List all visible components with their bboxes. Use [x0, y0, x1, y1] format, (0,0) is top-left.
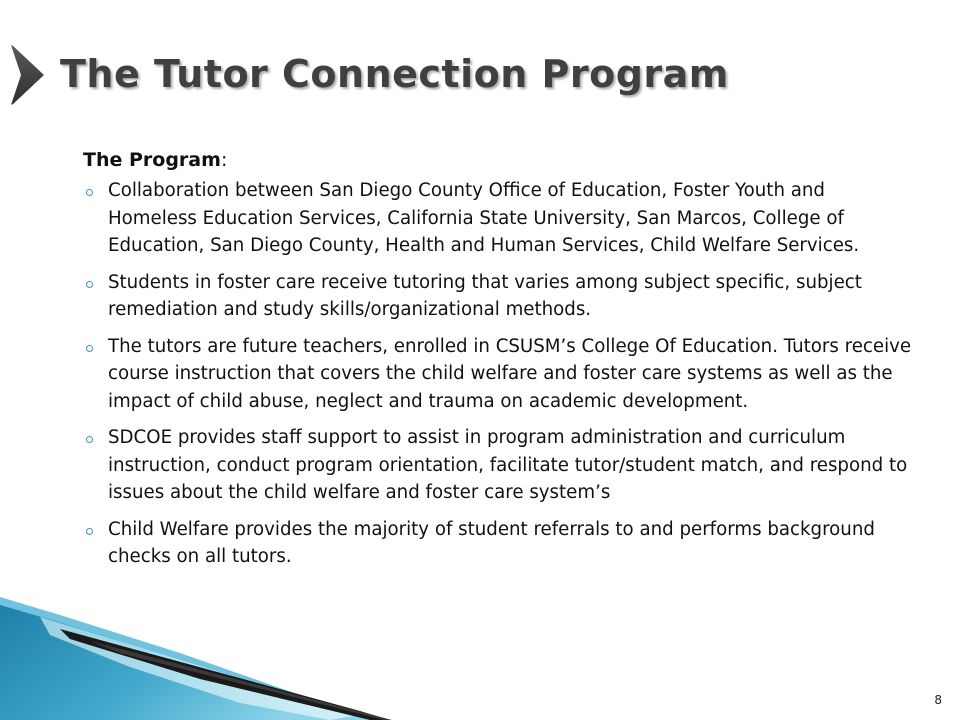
bullet-text: SDCOE provides staff support to assist in program administration and curriculum instruction, conduct program orientation, facilitate tutor/student match, and respond to issues about the child welfare and foster care system’s [108, 427, 908, 503]
program-heading [83, 146, 913, 174]
bullet-list [83, 177, 913, 571]
bullet-text: Child Welfare provides the majority of student referrals to and performs background checks on all tutors. [108, 518, 875, 567]
bullet-icon [86, 436, 93, 443]
bullet-icon [86, 281, 93, 288]
bullet-icon [86, 345, 93, 352]
page-number: 8 [934, 693, 942, 707]
corner-wave-decoration [0, 595, 400, 720]
list-item [83, 333, 913, 416]
bullet-icon [86, 189, 93, 196]
list-item [83, 516, 913, 571]
bullet-icon [86, 528, 93, 535]
list-item [83, 269, 913, 324]
title-arrow-icon [0, 0, 60, 120]
slide-title: The Tutor Connection Program [60, 52, 729, 96]
list-item [83, 424, 913, 507]
program-heading-colon: : [220, 149, 228, 171]
bullet-text: Students in foster care receive tutoring that varies among subject specific, subject remediation and study skills/organizational methods. [108, 271, 862, 320]
list-item [83, 177, 913, 260]
bullet-text: The tutors are future teachers, enrolled in CSUSM’s College Of Education. Tutors receive course instruction that covers the child welfare and foster care systems as well as the impact of child abuse, neglect and trauma on academic development. [108, 335, 912, 412]
bullet-text: Collaboration between San Diego County Office of Education, Foster Youth and Homeless Education Services, California State University, San Marcos, College of Education, San Diego County, Health and Human Services, Child Welfare Services. [108, 180, 860, 256]
slide-content [83, 146, 913, 580]
program-heading-label: The Program [83, 149, 221, 171]
